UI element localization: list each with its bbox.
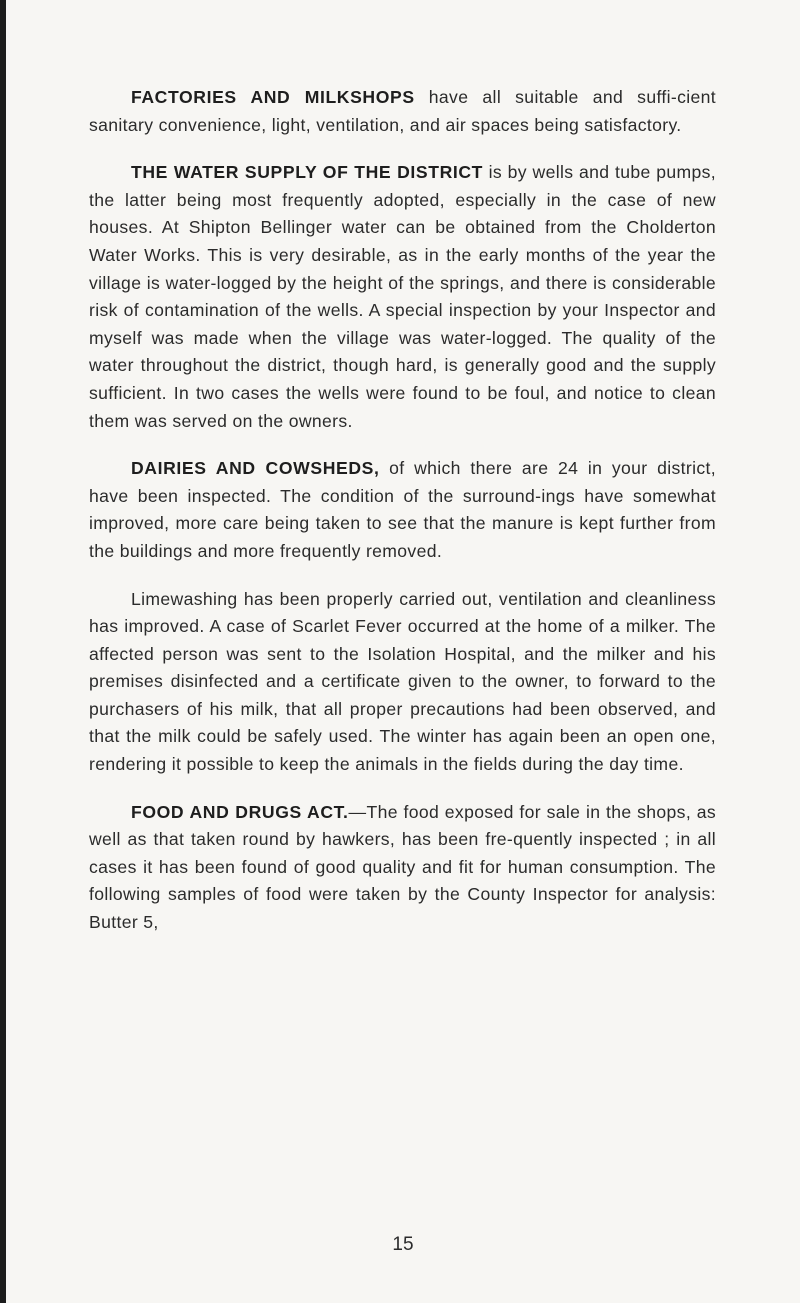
section-heading: THE WATER SUPPLY OF THE DISTRICT: [131, 162, 484, 183]
document-page: [6, 0, 800, 1303]
paragraph-limewashing: [89, 586, 716, 779]
paragraph-food-drugs-act: [89, 799, 716, 937]
paragraph-text: of which there are 24 in your district, have been inspected. The condition of the surround-ings have somewhat improved, more care being taken to see that the manure is kept further from the buildings and more frequently removed.: [89, 458, 716, 561]
paragraph-water-supply: [89, 159, 716, 435]
section-heading: FOOD AND DRUGS ACT.: [131, 801, 349, 822]
section-heading: DAIRIES AND COWSHEDS,: [131, 458, 380, 479]
section-heading: FACTORIES AND MILKSHOPS: [131, 87, 415, 107]
paragraph-text: —The food exposed for sale in the shops, as well as that taken round by hawkers, has been fre-quently inspected ; in all cases it has been found of good quality and fit for human consumption. The following samples of food were taken by the County Inspector for analysis: Butter 5,: [89, 801, 716, 933]
paragraph-text: is by wells and tube pumps, the latter being most frequently adopted, especially in the case of new houses. At Shipton Bellinger water can be obtained from the Cholderton Water Works. This is very desirable, as in the early months of the year the village is water-logged by the height of the springs, and there is considerable risk of contamination of the wells. A special inspection by your Inspector and myself was made when the village was water-logged. The quality of the water throughout the district, though hard, is generally good and the supply sufficient. In two cases the wells were found to be foul, and notice to clean them was served on the owners.: [89, 162, 716, 431]
paragraph-text: have all suitable and suffi-cient sanitary convenience, light, ventilation, and air spaces being satisfactory.: [89, 87, 717, 135]
paragraph-text: Limewashing has been properly carried out, ventilation and cleanliness has improved. A case of Scarlet Fever occurred at the home of a milker. The affected person was sent to the Isolation Hospital, and the milker and his premises disinfected and a certificate given to the owner, to forward to the purchasers of his milk, that all proper precautions had been observed, and that the milk could be safely used. The winter has again been an open one, rendering it possible to keep the animals in the fields during the day time.: [89, 588, 716, 775]
paragraph-dairies-cowsheds: [89, 455, 716, 565]
body-text: [89, 84, 716, 957]
paragraph-factories-milkshops: [89, 84, 716, 139]
page-number: 15: [392, 1234, 414, 1255]
